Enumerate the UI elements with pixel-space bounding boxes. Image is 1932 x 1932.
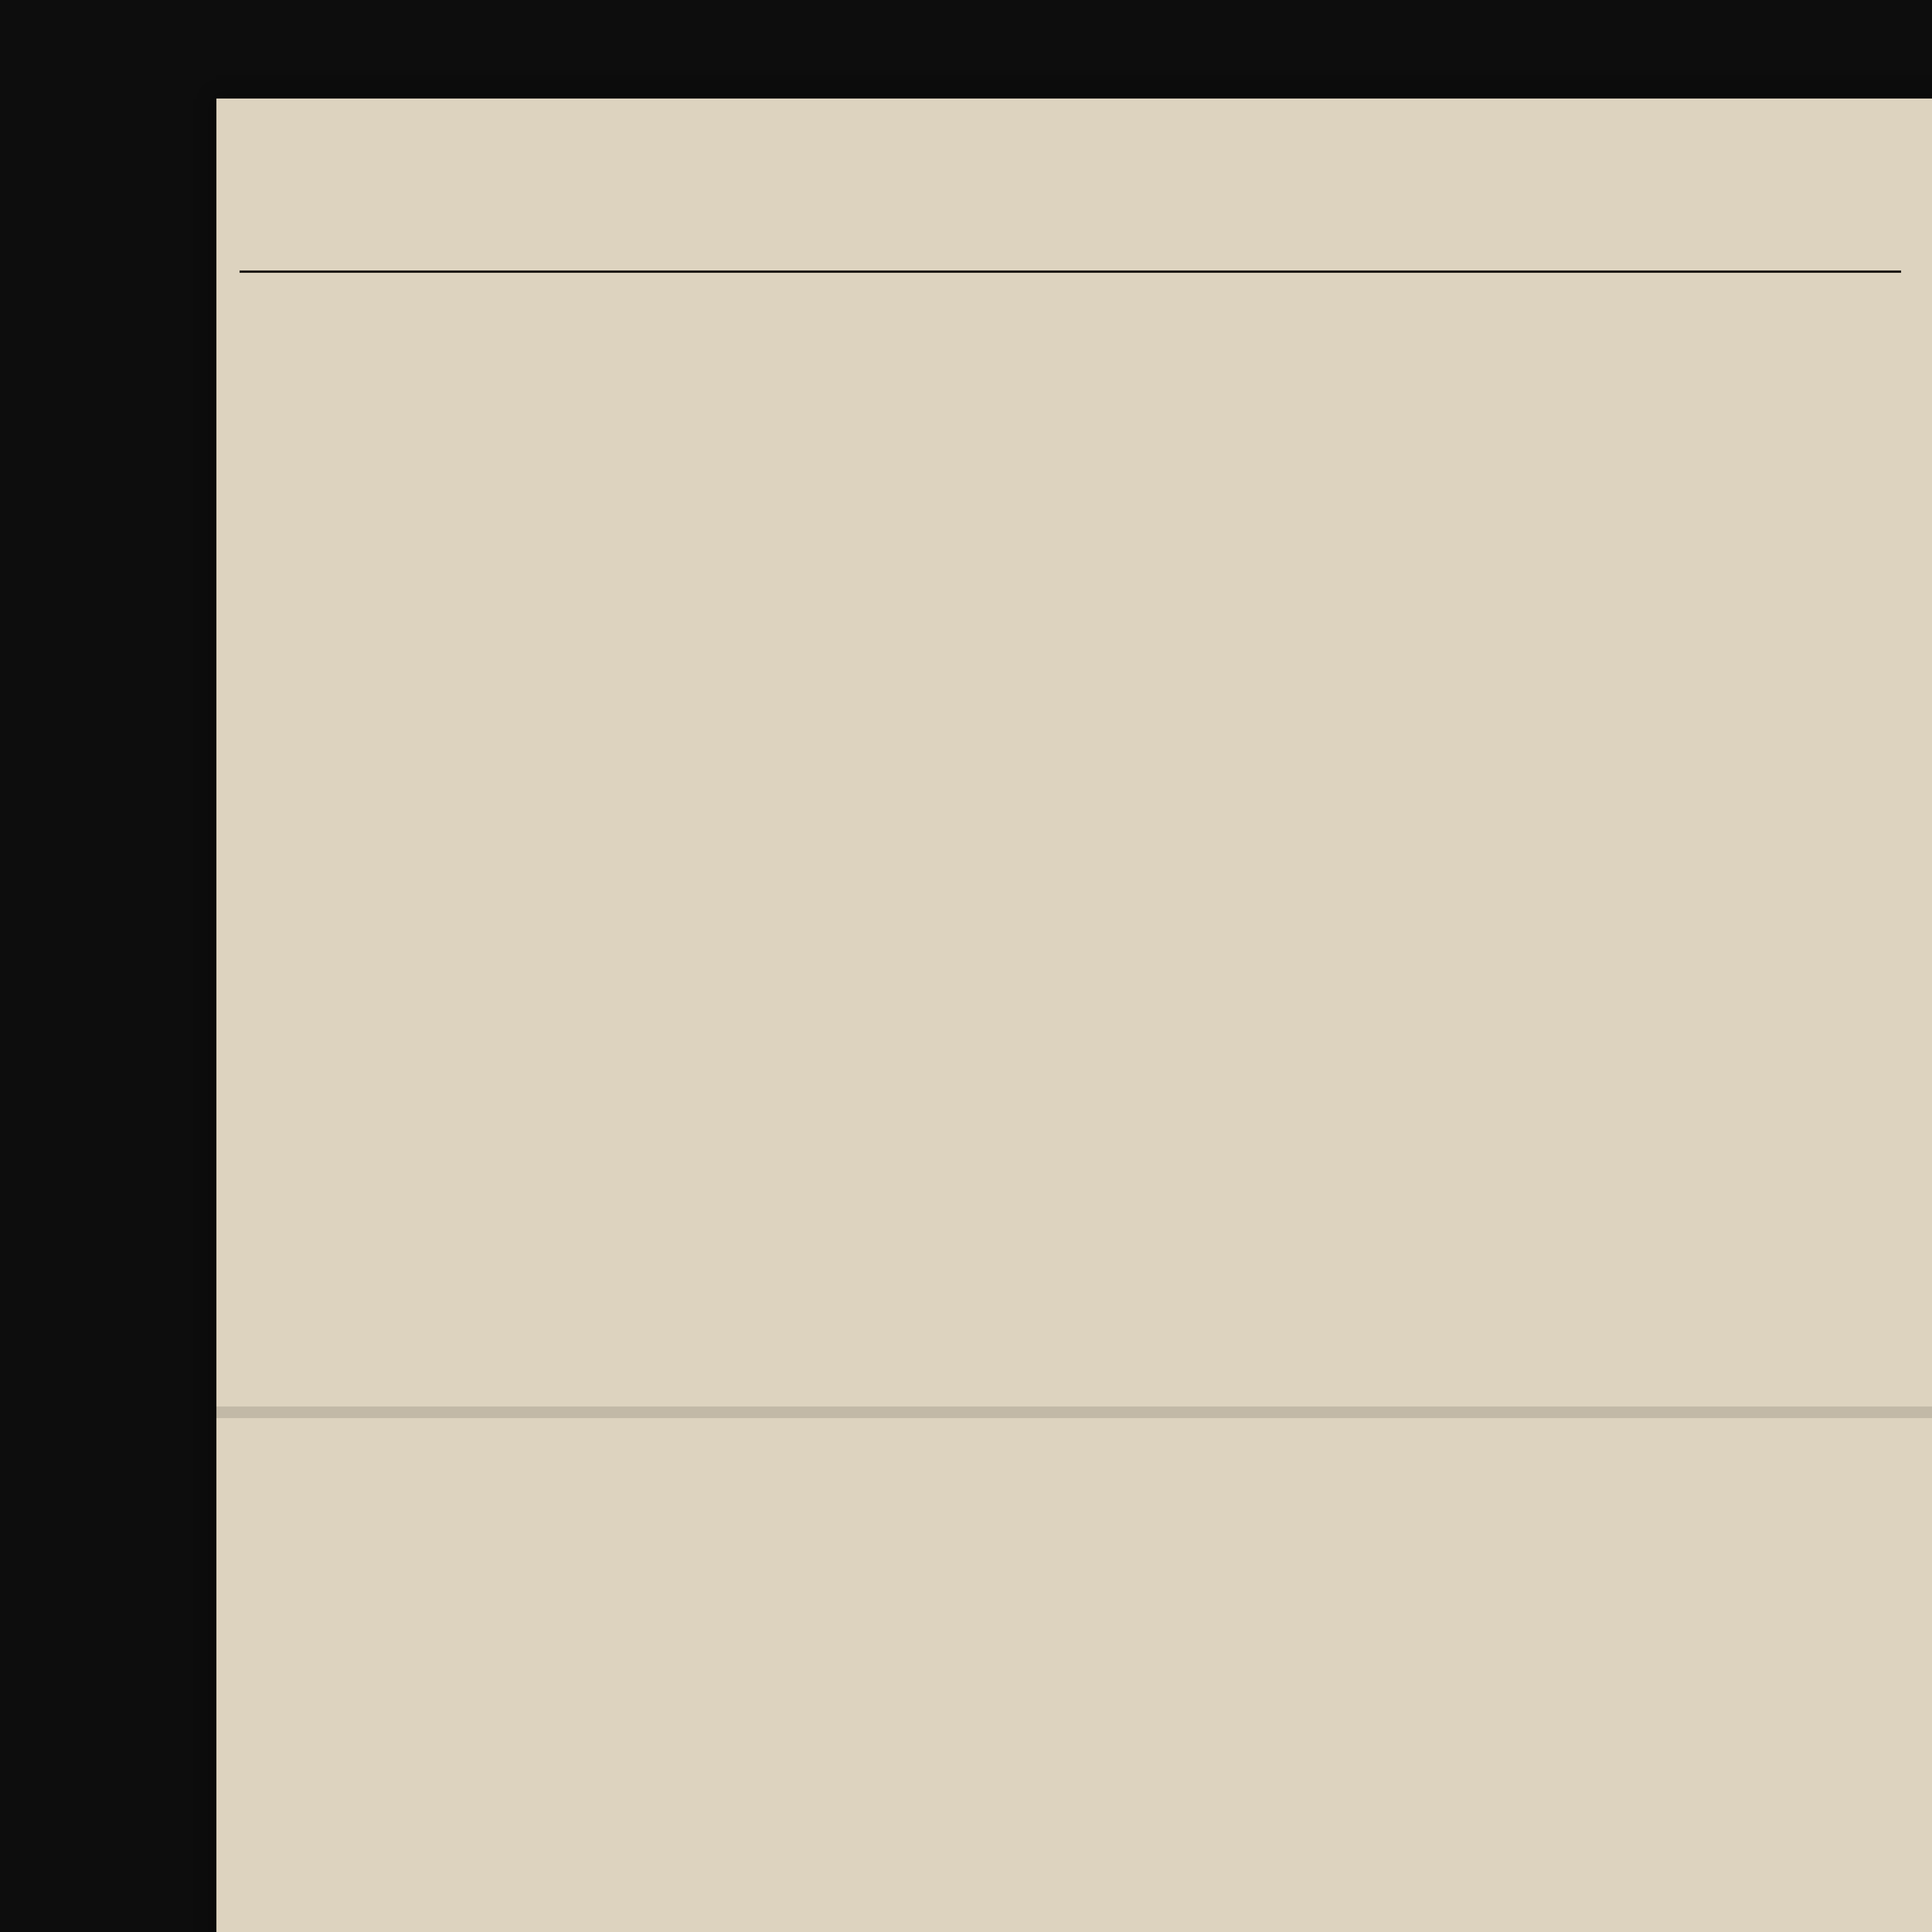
page-fold bbox=[216, 1406, 1932, 1418]
masthead bbox=[240, 170, 1901, 273]
newspaper-page bbox=[216, 99, 1932, 1932]
